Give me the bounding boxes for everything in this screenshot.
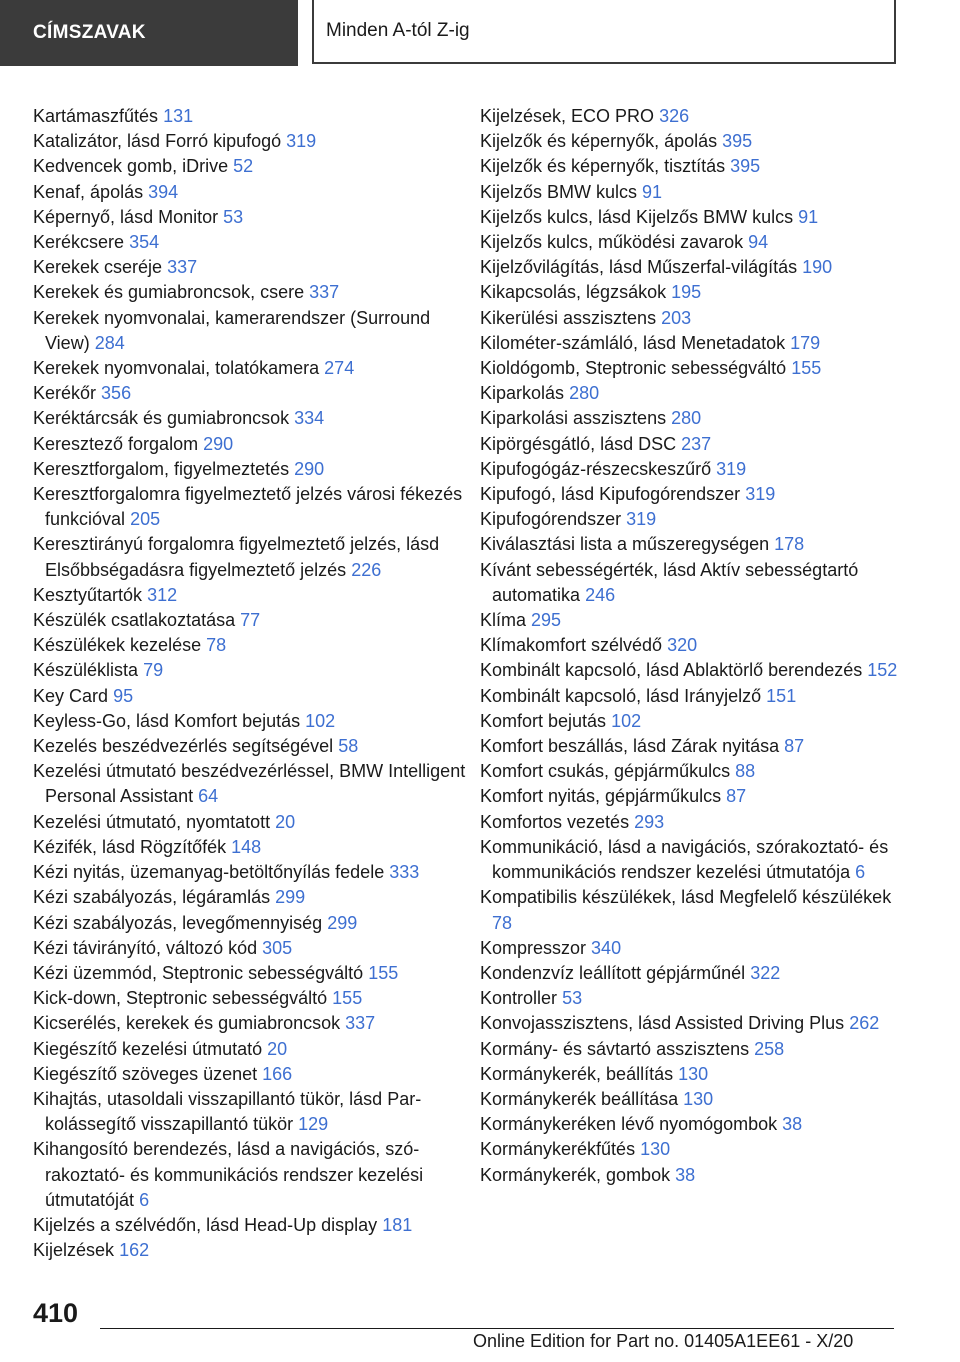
index-entry	[33, 658, 473, 683]
index-entry	[33, 684, 473, 709]
page-reference-link[interactable]: 293	[634, 811, 665, 832]
index-entry	[480, 1062, 900, 1087]
page-reference-link[interactable]: 162	[119, 1240, 150, 1261]
page-header	[0, 0, 960, 66]
index-term: Kihajtás, utasoldali visszapillantó tükör, lásd Parkolássegítő visszapillantó tükör	[33, 1088, 422, 1135]
index-term: Komfort beszállás, lásd Zárak nyitása	[480, 736, 780, 757]
index-term: Kijelzés a szélvédőn, lásd Head-Up display	[33, 1214, 378, 1235]
index-term: Kormánykerékfűtés	[480, 1139, 636, 1160]
page-reference-link[interactable]: 155	[791, 358, 822, 379]
index-entry	[480, 1163, 900, 1188]
index-term: Key Card	[33, 685, 109, 706]
index-term: Kipufogó, lásd Kipufogórendszer	[480, 484, 741, 505]
page-reference-link[interactable]: 299	[327, 912, 358, 933]
page-reference-link[interactable]: 155	[368, 962, 399, 983]
page-reference-link[interactable]: 333	[389, 862, 420, 883]
index-term: Kontroller	[480, 988, 558, 1009]
index-entry	[480, 986, 900, 1011]
index-term: Kézifék, lásd Rögzítőfék	[33, 836, 227, 857]
index-entry	[33, 1037, 473, 1062]
index-entry	[33, 734, 473, 759]
page-reference-link[interactable]: 102	[611, 710, 642, 731]
page-reference-link[interactable]: 87	[784, 736, 805, 757]
index-entry	[33, 885, 473, 910]
index-term: Kijelzős BMW kulcs	[480, 181, 638, 202]
index-entry	[480, 129, 900, 154]
index-entry	[33, 1087, 473, 1137]
index-entry	[33, 709, 473, 734]
section-title	[312, 0, 896, 64]
index-term: Kerekek nyomvonalai, tolatókamera	[33, 358, 320, 379]
index-term: Kikapcsolás, légzsákok	[480, 282, 667, 303]
index-entry	[33, 986, 473, 1011]
index-entry	[33, 961, 473, 986]
index-term: Kijelzések, ECO PRO	[480, 106, 655, 126]
index-entry	[480, 432, 900, 457]
page-reference-link[interactable]: 52	[233, 156, 254, 177]
index-entry	[480, 180, 900, 205]
page-reference-link[interactable]: 91	[798, 206, 819, 227]
page-reference-link[interactable]: 179	[790, 332, 821, 353]
index-term: Kerekek cseréje	[33, 257, 163, 278]
index-term: Kerékőr	[33, 383, 97, 404]
page-reference-link[interactable]: 64	[198, 786, 219, 807]
index-term: Kihangosító berendezés, lásd a navigációs, szórakoztató- és kommunikációs rendszer kezelési útmutatóját	[33, 1139, 424, 1210]
index-term: Kesztyűtartók	[33, 584, 143, 605]
index-entry	[33, 759, 473, 809]
index-term: Kipufogógáz-részecskeszűrő	[480, 458, 712, 479]
index-term: Kézi üzemmód, Steptronic sebességváltó	[33, 962, 364, 983]
index-term: Kézi nyitás, üzemanyag-betöltőnyílás fedele	[33, 862, 385, 883]
page-reference-link[interactable]: 258	[754, 1038, 785, 1059]
index-entry	[33, 306, 473, 356]
index-entry	[480, 406, 900, 431]
index-entry	[33, 104, 473, 129]
index-entry	[480, 280, 900, 305]
index-entry	[480, 1011, 900, 1036]
index-entry	[480, 759, 900, 784]
index-term: Kommunikáció, lásd a navigációs, szórakoztató- és kommunikációs rendszer kezelési útmutatója	[480, 836, 889, 883]
index-entry	[480, 381, 900, 406]
index-entry	[33, 1213, 473, 1238]
page-reference-link[interactable]: 152	[867, 660, 898, 681]
page-reference-link[interactable]: 78	[492, 912, 513, 933]
index-term: Kiválasztási lista a műszeregységen	[480, 534, 770, 555]
index-entry	[480, 205, 900, 230]
index-entry	[480, 810, 900, 835]
page-reference-link[interactable]: 130	[678, 1063, 709, 1084]
index-entry	[480, 230, 900, 255]
index-term: Komfort csukás, gépjárműkulcs	[480, 761, 731, 782]
index-entry	[33, 406, 473, 431]
page-reference-link[interactable]: 246	[585, 584, 616, 605]
page-reference-link[interactable]: 237	[681, 433, 712, 454]
index-entry	[480, 734, 900, 759]
index-term: Kijelzős kulcs, lásd Kijelzős BMW kulcs	[480, 206, 794, 227]
index-term: Kedvencek gomb, iDrive	[33, 156, 229, 177]
index-entry	[480, 532, 900, 557]
page-reference-link[interactable]: 337	[309, 282, 340, 303]
page-reference-link[interactable]: 262	[849, 1013, 880, 1034]
index-entry	[33, 356, 473, 381]
index-entry	[480, 709, 900, 734]
index-term: Klíma	[480, 610, 527, 631]
index-term: Keréktárcsák és gumiabroncsok	[33, 408, 290, 429]
index-entry	[480, 633, 900, 658]
index-entry	[33, 911, 473, 936]
index-entry	[480, 331, 900, 356]
index-entry	[33, 457, 473, 482]
index-entry	[480, 936, 900, 961]
page-reference-link[interactable]: 334	[294, 408, 325, 429]
index-entry	[33, 1011, 473, 1036]
index-entry	[480, 104, 900, 129]
page-reference-link[interactable]: 195	[671, 282, 702, 303]
page-reference-link[interactable]: 319	[626, 509, 657, 530]
page-reference-link[interactable]: 166	[262, 1063, 293, 1084]
page-reference-link[interactable]: 78	[206, 635, 227, 656]
index-term: Konvojasszisztens, lásd Assisted Driving Plus	[480, 1013, 845, 1034]
page-reference-link[interactable]: 305	[262, 937, 293, 958]
page-reference-link[interactable]: 155	[332, 988, 363, 1009]
index-term: Kijelzős kulcs, működési zavarok	[480, 232, 744, 253]
page-reference-link[interactable]: 38	[782, 1114, 803, 1135]
index-entry	[480, 608, 900, 633]
index-term: Kartámaszfűtés	[33, 106, 159, 126]
page-reference-link[interactable]: 130	[640, 1139, 671, 1160]
index-term: Kerekek nyomvonalai, kamerarendszer (Surround View)	[33, 307, 431, 353]
page-reference-link[interactable]: 337	[345, 1013, 376, 1034]
index-entry	[480, 558, 900, 608]
tab-cimszavak-label: CÍMSZAVAK	[33, 22, 146, 43]
index-entry	[480, 1087, 900, 1112]
page-reference-link[interactable]: 322	[750, 962, 781, 983]
index-column-right	[480, 104, 900, 1188]
index-entry	[33, 432, 473, 457]
index-entry	[480, 835, 900, 885]
index-entry	[480, 1137, 900, 1162]
index-term: Kézi szabályozás, levegőmennyiség	[33, 912, 323, 933]
page-reference-link[interactable]: 91	[642, 181, 663, 202]
index-entry	[33, 255, 473, 280]
index-entry	[33, 835, 473, 860]
index-entry	[33, 810, 473, 835]
page-reference-link[interactable]: 53	[562, 988, 583, 1009]
index-term: Kijelzők és képernyők, ápolás	[480, 131, 718, 152]
page-reference-link[interactable]: 295	[531, 610, 562, 631]
page-reference-link[interactable]: 312	[147, 584, 178, 605]
page-reference-link[interactable]: 320	[667, 635, 698, 656]
page-reference-link[interactable]: 58	[338, 736, 359, 757]
section-title-label: Minden A-tól Z-ig	[326, 20, 470, 41]
page-reference-link[interactable]: 319	[745, 484, 776, 505]
edition-footer: Online Edition for Part no. 01405A1EE61 - X/20	[473, 1331, 854, 1351]
page-reference-link[interactable]: 181	[382, 1214, 413, 1235]
index-term: Keyless-Go, lásd Komfort bejutás	[33, 710, 301, 731]
index-term: Kompresszor	[480, 937, 587, 958]
index-entry	[480, 1112, 900, 1137]
index-entry	[33, 1137, 473, 1213]
page-reference-link[interactable]: 88	[735, 761, 756, 782]
index-entry	[33, 154, 473, 179]
page-reference-link[interactable]: 290	[203, 433, 234, 454]
page-reference-link[interactable]: 87	[726, 786, 747, 807]
page-reference-link[interactable]: 284	[94, 332, 125, 353]
index-term: Kikerülési asszisztens	[480, 307, 657, 328]
index-entry	[33, 1062, 473, 1087]
page-reference-link[interactable]: 6	[855, 862, 866, 883]
page-reference-link[interactable]: 326	[659, 106, 690, 126]
index-entry	[33, 230, 473, 255]
index-term: Készülék csatlakoztatása	[33, 610, 236, 631]
index-entry	[33, 608, 473, 633]
index-term: Készüléklista	[33, 660, 139, 681]
index-term: Kézi szabályozás, légáramlás	[33, 887, 271, 908]
page-reference-link[interactable]: 130	[683, 1088, 714, 1109]
index-term: Kiegészítő kezelési útmutató	[33, 1038, 263, 1059]
page-reference-link[interactable]: 178	[774, 534, 805, 555]
page-reference-link[interactable]: 20	[275, 811, 296, 832]
page-reference-link[interactable]: 280	[569, 383, 600, 404]
index-entry	[480, 356, 900, 381]
page-reference-link[interactable]: 53	[223, 206, 244, 227]
index-entry	[480, 507, 900, 532]
page-reference-link[interactable]: 190	[802, 257, 833, 278]
page-reference-link[interactable]: 394	[148, 181, 179, 202]
index-term: Kioldógomb, Steptronic sebességváltó	[480, 358, 787, 379]
page-reference-link[interactable]: 354	[129, 232, 160, 253]
index-entry	[480, 306, 900, 331]
index-term: Kormánykerék beállítása	[480, 1088, 679, 1109]
page-reference-link[interactable]: 95	[113, 685, 134, 706]
page-number: 410	[33, 1298, 79, 1328]
page-reference-link[interactable]: 77	[240, 610, 261, 631]
index-entry	[33, 381, 473, 406]
index-term: Kompatibilis készülékek, lásd Megfelelő készülékek	[480, 887, 892, 908]
index-term: Kijelzések	[33, 1240, 115, 1261]
index-term: Kenaf, ápolás	[33, 181, 144, 202]
index-term: Kiparkolási asszisztens	[480, 408, 667, 429]
page-reference-link[interactable]: 151	[766, 685, 797, 706]
index-term: Kilométer-számláló, lásd Menetadatok	[480, 332, 786, 353]
index-column-left	[33, 104, 473, 1263]
index-term: Keresztirányú forgalomra figyelmeztető jelzés, lásd Elsőbbségadásra figyelmeztető jelzés	[33, 534, 440, 580]
page-reference-link[interactable]: 38	[675, 1164, 696, 1185]
tab-cimszavak[interactable]	[0, 0, 298, 66]
index-entry	[33, 129, 473, 154]
index-entry	[480, 154, 900, 179]
index-term: Kerékcsere	[33, 232, 125, 253]
index-entry	[480, 885, 900, 935]
page-reference-link[interactable]: 203	[661, 307, 692, 328]
index-term: Kézi távirányító, változó kód	[33, 937, 258, 958]
page-reference-link[interactable]: 20	[267, 1038, 288, 1059]
index-term: Kijelzők és képernyők, tisztítás	[480, 156, 726, 177]
index-term: Katalizátor, lásd Forró kipufogó	[33, 131, 282, 152]
index-term: Kerekek és gumiabroncsok, csere	[33, 282, 305, 303]
page-reference-link[interactable]: 131	[163, 106, 194, 126]
index-term: Kormánykerék, gombok	[480, 1164, 671, 1185]
index-term: Keresztforgalomra figyelmeztető jelzés városi fékezés funkcióval	[33, 484, 463, 530]
index-entry	[33, 860, 473, 885]
page-reference-link[interactable]: 274	[324, 358, 355, 379]
index-term: Kívánt sebességérték, lásd Aktív sebességtartó automatika	[480, 559, 859, 605]
index-term: Kormánykerék, beállítás	[480, 1063, 674, 1084]
page-reference-link[interactable]: 395	[722, 131, 753, 152]
page-reference-link[interactable]: 205	[130, 509, 161, 530]
index-entry	[480, 684, 900, 709]
index-entry	[480, 482, 900, 507]
index-term: Kondenzvíz leállított gépjárműnél	[480, 962, 746, 983]
index-term: Kick-down, Steptronic sebességváltó	[33, 988, 328, 1009]
index-term: Képernyő, lásd Monitor	[33, 206, 219, 227]
page-reference-link[interactable]: 79	[143, 660, 164, 681]
index-term: Kezelési útmutató, nyomtatott	[33, 811, 271, 832]
index-entry	[33, 532, 473, 582]
index-term: Komfort bejutás	[480, 710, 607, 731]
index-term: Kiegészítő szöveges üzenet	[33, 1063, 258, 1084]
index-term: Készülékek kezelése	[33, 635, 202, 656]
index-entry	[480, 255, 900, 280]
index-entry	[33, 280, 473, 305]
index-term: Keresztező forgalom	[33, 433, 199, 454]
page-reference-link[interactable]: 319	[286, 131, 317, 152]
page-reference-link[interactable]: 226	[351, 559, 382, 580]
index-term: Keresztforgalom, figyelmeztetés	[33, 458, 290, 479]
page-reference-link[interactable]: 129	[298, 1114, 329, 1135]
index-term: Kormánykeréken lévő nyomógombok	[480, 1114, 778, 1135]
page-reference-link[interactable]: 290	[294, 458, 325, 479]
index-term: Klímakomfort szélvédő	[480, 635, 663, 656]
index-entry	[33, 482, 473, 532]
index-term: Kezelési útmutató beszédvezérléssel, BMW Intelligent Personal Assistant	[33, 761, 466, 807]
index-term: Kormány- és sávtartó asszisztens	[480, 1038, 750, 1059]
index-entry	[33, 180, 473, 205]
index-term: Kiparkolás	[480, 383, 565, 404]
index-term: Kipörgésgátló, lásd DSC	[480, 433, 677, 454]
index-term: Komfortos vezetés	[480, 811, 630, 832]
page-reference-link[interactable]: 102	[305, 710, 336, 731]
index-entry	[33, 936, 473, 961]
index-term: Kipufogórendszer	[480, 509, 622, 530]
index-entry	[480, 658, 900, 683]
page-reference-link[interactable]: 94	[748, 232, 769, 253]
page-reference-link[interactable]: 337	[167, 257, 198, 278]
page-reference-link[interactable]: 299	[275, 887, 306, 908]
page-reference-link[interactable]: 148	[231, 836, 262, 857]
page-reference-link[interactable]: 280	[671, 408, 702, 429]
index-term: Kombinált kapcsoló, lásd Ablaktörlő berendezés	[480, 660, 863, 681]
index-term: Kombinált kapcsoló, lásd Irányjelző	[480, 685, 762, 706]
index-term: Kicserélés, kerekek és gumiabroncsok	[33, 1013, 341, 1034]
page-reference-link[interactable]: 356	[101, 383, 132, 404]
page-reference-link[interactable]: 340	[591, 937, 622, 958]
index-term: Kijelzővilágítás, lásd Műszerfal-világítás	[480, 257, 798, 278]
index-entry	[480, 457, 900, 482]
index-entry	[480, 784, 900, 809]
footer-divider	[100, 1328, 894, 1329]
page-reference-link[interactable]: 395	[730, 156, 761, 177]
index-entry	[480, 961, 900, 986]
index-entry	[33, 583, 473, 608]
page-reference-link[interactable]: 319	[716, 458, 747, 479]
page-reference-link[interactable]: 6	[139, 1189, 150, 1210]
index-term: Komfort nyitás, gépjárműkulcs	[480, 786, 722, 807]
index-entry	[33, 205, 473, 230]
index-entry	[480, 1037, 900, 1062]
index-entry	[33, 1238, 473, 1263]
index-entry	[33, 633, 473, 658]
index-term: Kezelés beszédvezérlés segítségével	[33, 736, 334, 757]
